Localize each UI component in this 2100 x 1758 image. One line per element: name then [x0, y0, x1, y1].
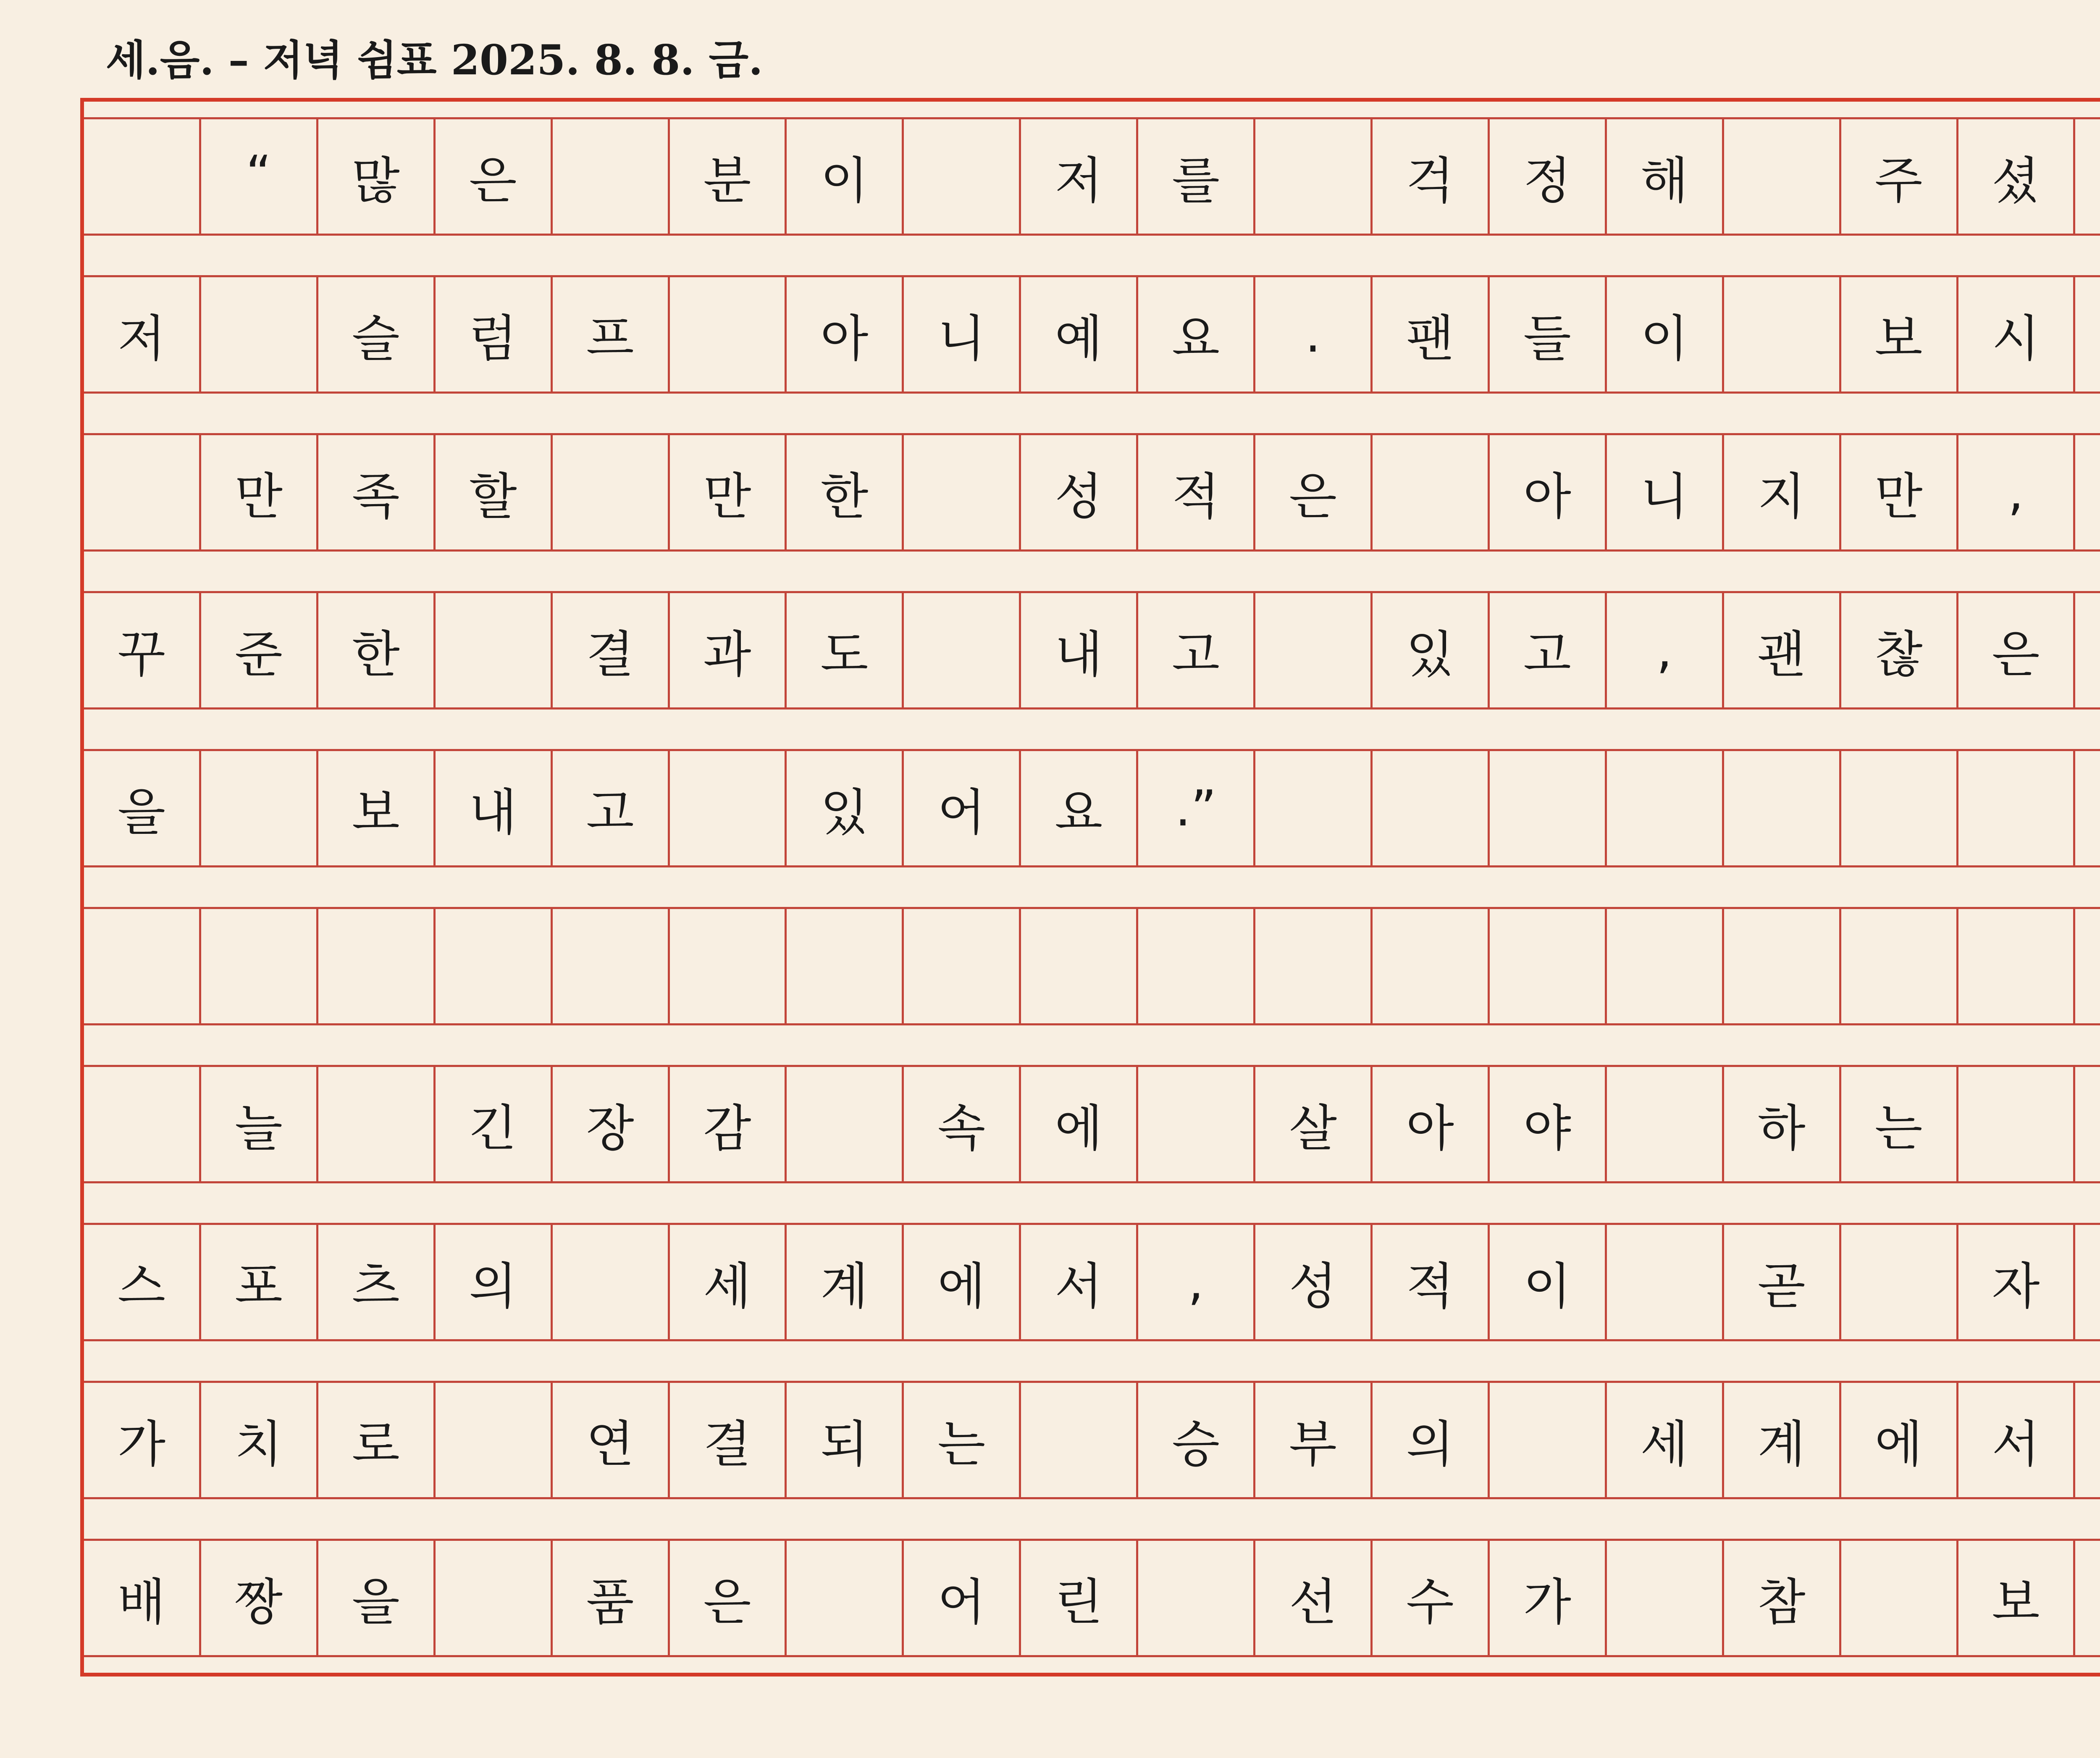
manuscript-cell — [1490, 751, 1607, 865]
manuscript-cell: 에 — [904, 1225, 1021, 1339]
manuscript-cell: 되 — [787, 1383, 904, 1497]
manuscript-cell — [2075, 435, 2100, 549]
manuscript-cell: 세 — [1607, 1383, 1724, 1497]
manuscript-cell: 니 — [904, 277, 1021, 392]
manuscript-cell — [201, 277, 318, 392]
manuscript-cell: 세 — [670, 1225, 787, 1339]
manuscript-cell: 에 — [1021, 1067, 1138, 1181]
manuscript-cell — [1373, 435, 1490, 549]
manuscript-cell: 셨 — [1958, 119, 2076, 234]
manuscript-cell — [318, 909, 436, 1023]
manuscript-cell: 은 — [670, 1541, 787, 1655]
manuscript-cell: 보 — [1958, 1541, 2076, 1655]
manuscript-cell: 속 — [904, 1067, 1021, 1181]
manuscript-cell: . — [1255, 277, 1373, 392]
manuscript-cell: 요 — [1021, 751, 1138, 865]
manuscript-cell — [553, 119, 670, 234]
manuscript-cell: 과 — [670, 593, 787, 707]
manuscript-cell: 이 — [787, 119, 904, 234]
manuscript-row — [84, 1539, 2100, 1657]
manuscript-cell — [1255, 909, 1373, 1023]
manuscript-cell: 살 — [1255, 1067, 1373, 1181]
manuscript-cell: 아 — [1373, 1067, 1490, 1181]
manuscript-cell — [670, 751, 787, 865]
manuscript-cell: 지 — [1724, 435, 1841, 549]
manuscript-cell — [904, 909, 1021, 1023]
manuscript-cell: 적 — [1138, 435, 1255, 549]
manuscript-cell: 요 — [1138, 277, 1255, 392]
manuscript-cell: 저 — [84, 277, 201, 392]
manuscript-cell: 한 — [787, 435, 904, 549]
manuscript-cell — [1724, 119, 1841, 234]
manuscript-cell — [1138, 909, 1255, 1023]
manuscript-cell: 의 — [1373, 1383, 1490, 1497]
manuscript-cell: 시 — [1958, 277, 2076, 392]
manuscript-cell: 니 — [1607, 435, 1724, 549]
manuscript-cell: 성 — [1255, 1225, 1373, 1339]
manuscript-cell: 준 — [201, 593, 318, 707]
manuscript-cell: 보 — [318, 751, 436, 865]
manuscript-cell: 결 — [670, 1383, 787, 1497]
manuscript-row — [84, 907, 2100, 1025]
manuscript-cell — [1958, 909, 2076, 1023]
manuscript-cell: 긴 — [436, 1067, 553, 1181]
manuscript-cell: 로 — [318, 1383, 436, 1497]
manuscript-cell — [2075, 1383, 2100, 1497]
manuscript-cell: 린 — [1021, 1541, 1138, 1655]
manuscript-cell: , — [1138, 1225, 1255, 1339]
manuscript-cell — [1490, 909, 1607, 1023]
manuscript-cell: 장 — [553, 1067, 670, 1181]
manuscript-cell: 치 — [201, 1383, 318, 1497]
manuscript-cell — [201, 751, 318, 865]
manuscript-cell: 한 — [318, 593, 436, 707]
manuscript-cell: 이 — [1607, 277, 1724, 392]
manuscript-cell: 은 — [1255, 435, 1373, 549]
manuscript-sheet — [80, 98, 2100, 1677]
manuscript-cell: 만 — [1841, 435, 1958, 549]
manuscript-cell — [904, 593, 1021, 707]
manuscript-cell — [2075, 1225, 2100, 1339]
manuscript-cell: 프 — [553, 277, 670, 392]
manuscript-cell: 이 — [1490, 1225, 1607, 1339]
manuscript-cell — [84, 1067, 201, 1181]
manuscript-cell — [2075, 909, 2100, 1023]
manuscript-cell — [1138, 1541, 1255, 1655]
manuscript-cell — [1021, 1383, 1138, 1497]
manuscript-cell — [2075, 119, 2100, 234]
manuscript-cell: 늘 — [201, 1067, 318, 1181]
manuscript-cell: 걱 — [1373, 119, 1490, 234]
manuscript-cell — [2075, 593, 2100, 707]
manuscript-cell: 적 — [1373, 1225, 1490, 1339]
manuscript-cell: 서 — [1021, 1225, 1138, 1339]
manuscript-cell: 스 — [84, 1225, 201, 1339]
page-title: 세.음. – 저녁 쉼표 2025. 8. 8. 금. — [106, 36, 763, 84]
manuscript-cell — [2075, 277, 2100, 392]
manuscript-cell: 하 — [1724, 1067, 1841, 1181]
manuscript-cell — [1724, 751, 1841, 865]
manuscript-cell — [84, 119, 201, 234]
manuscript-cell — [436, 909, 553, 1023]
manuscript-cell: 고 — [1490, 593, 1607, 707]
manuscript-cell — [553, 1225, 670, 1339]
manuscript-cell: 해 — [1607, 119, 1724, 234]
manuscript-cell: 성 — [1021, 435, 1138, 549]
manuscript-row — [84, 275, 2100, 394]
manuscript-cell: 아 — [1490, 435, 1607, 549]
manuscript-cell — [318, 1067, 436, 1181]
manuscript-cell: 츠 — [318, 1225, 436, 1339]
manuscript-cell: 계 — [1724, 1383, 1841, 1497]
manuscript-cell: 괜 — [1724, 593, 1841, 707]
manuscript-cell: 내 — [1021, 593, 1138, 707]
manuscript-cell — [2075, 1541, 2100, 1655]
manuscript-cell — [553, 435, 670, 549]
manuscript-cell: 만 — [670, 435, 787, 549]
manuscript-row — [84, 591, 2100, 710]
manuscript-cell: 곧 — [1724, 1225, 1841, 1339]
manuscript-cell: 승 — [1138, 1383, 1255, 1497]
manuscript-cell — [1958, 751, 2076, 865]
manuscript-cell: 에 — [1841, 1383, 1958, 1497]
manuscript-cell — [1724, 277, 1841, 392]
manuscript-cell: 아 — [787, 277, 904, 392]
manuscript-cell — [1958, 1067, 2076, 1181]
manuscript-cell: 을 — [318, 1541, 436, 1655]
manuscript-cell — [1841, 751, 1958, 865]
manuscript-cell: 들 — [1490, 277, 1607, 392]
manuscript-cell: 고 — [553, 751, 670, 865]
manuscript-cell: 부 — [1255, 1383, 1373, 1497]
manuscript-cell — [2075, 751, 2100, 865]
manuscript-cell: 계 — [787, 1225, 904, 1339]
manuscript-cell: 서 — [1958, 1383, 2076, 1497]
manuscript-cell — [436, 1541, 553, 1655]
manuscript-cell: 할 — [436, 435, 553, 549]
header — [106, 25, 2100, 88]
manuscript-cell: 찮 — [1841, 593, 1958, 707]
manuscript-cell — [787, 1067, 904, 1181]
manuscript-cell — [1607, 1225, 1724, 1339]
manuscript-cell: 의 — [436, 1225, 553, 1339]
manuscript-cell: 가 — [1490, 1541, 1607, 1655]
manuscript-cell: 결 — [553, 593, 670, 707]
manuscript-cell — [1255, 751, 1373, 865]
manuscript-cell: 가 — [84, 1383, 201, 1497]
manuscript-cell: 은 — [1958, 593, 2076, 707]
manuscript-cell: 예 — [1021, 277, 1138, 392]
manuscript-cell — [1607, 1067, 1724, 1181]
manuscript-row — [84, 1223, 2100, 1341]
manuscript-cell — [84, 435, 201, 549]
manuscript-cell — [1607, 909, 1724, 1023]
manuscript-cell: 도 — [787, 593, 904, 707]
manuscript-cell: 를 — [1138, 119, 1255, 234]
manuscript-cell: , — [1607, 593, 1724, 707]
manuscript-cell — [1255, 593, 1373, 707]
manuscript-cell: 보 — [1841, 277, 1958, 392]
manuscript-cell: 을 — [84, 751, 201, 865]
manuscript-cell — [1255, 119, 1373, 234]
manuscript-cell: 품 — [553, 1541, 670, 1655]
manuscript-cell: 자 — [1958, 1225, 2076, 1339]
manuscript-cell — [904, 435, 1021, 549]
manuscript-cell — [553, 909, 670, 1023]
manuscript-cell — [670, 909, 787, 1023]
manuscript-cell: 야 — [1490, 1067, 1607, 1181]
manuscript-cell: , — [1958, 435, 2076, 549]
manuscript-cell: 있 — [787, 751, 904, 865]
manuscript-cell: 배 — [84, 1541, 201, 1655]
manuscript-cell — [670, 277, 787, 392]
manuscript-cell: .” — [1138, 751, 1255, 865]
manuscript-cell: 어 — [904, 1541, 1021, 1655]
manuscript-cell — [1373, 909, 1490, 1023]
manuscript-cell: 감 — [670, 1067, 787, 1181]
manuscript-cell — [1373, 751, 1490, 865]
manuscript-cell: 만 — [201, 435, 318, 549]
manuscript-cell — [904, 119, 1021, 234]
manuscript-cell: 포 — [201, 1225, 318, 1339]
manuscript-cell: 짱 — [201, 1541, 318, 1655]
manuscript-row — [84, 1381, 2100, 1499]
manuscript-cell: 은 — [436, 119, 553, 234]
manuscript-cell — [1138, 1067, 1255, 1181]
manuscript-cell: “ — [201, 119, 318, 234]
manuscript-row — [84, 117, 2100, 236]
manuscript-cell — [1841, 1541, 1958, 1655]
manuscript-cell: 많 — [318, 119, 436, 234]
manuscript-cell — [84, 909, 201, 1023]
manuscript-cell — [436, 1383, 553, 1497]
manuscript-cell — [787, 909, 904, 1023]
manuscript-cell: 분 — [670, 119, 787, 234]
manuscript-cell: 슬 — [318, 277, 436, 392]
manuscript-cell — [201, 909, 318, 1023]
manuscript-cell: 수 — [1373, 1541, 1490, 1655]
manuscript-cell — [1607, 751, 1724, 865]
manuscript-cell: 꾸 — [84, 593, 201, 707]
manuscript-cell: 족 — [318, 435, 436, 549]
manuscript-cell: 주 — [1841, 119, 1958, 234]
manuscript-cell: 고 — [1138, 593, 1255, 707]
manuscript-cell — [1724, 909, 1841, 1023]
manuscript-row — [84, 433, 2100, 552]
manuscript-cell: 참 — [1724, 1541, 1841, 1655]
manuscript-cell: 내 — [436, 751, 553, 865]
manuscript-cell: 럼 — [436, 277, 553, 392]
manuscript-cell: 어 — [904, 751, 1021, 865]
manuscript-cell — [2075, 1067, 2100, 1181]
manuscript-cell — [436, 593, 553, 707]
manuscript-cell: 는 — [1841, 1067, 1958, 1181]
manuscript-cell: 있 — [1373, 593, 1490, 707]
manuscript-cell — [1841, 1225, 1958, 1339]
manuscript-cell — [787, 1541, 904, 1655]
manuscript-cell — [1021, 909, 1138, 1023]
manuscript-cell: 연 — [553, 1383, 670, 1497]
manuscript-cell — [1490, 1383, 1607, 1497]
manuscript-cell: 는 — [904, 1383, 1021, 1497]
manuscript-cell — [1607, 1541, 1724, 1655]
manuscript-cell: 정 — [1490, 119, 1607, 234]
manuscript-row — [84, 749, 2100, 867]
manuscript-row — [84, 1065, 2100, 1183]
manuscript-cell: 저 — [1021, 119, 1138, 234]
manuscript-cell: 팬 — [1373, 277, 1490, 392]
manuscript-cell — [1841, 909, 1958, 1023]
manuscript-cell: 선 — [1255, 1541, 1373, 1655]
